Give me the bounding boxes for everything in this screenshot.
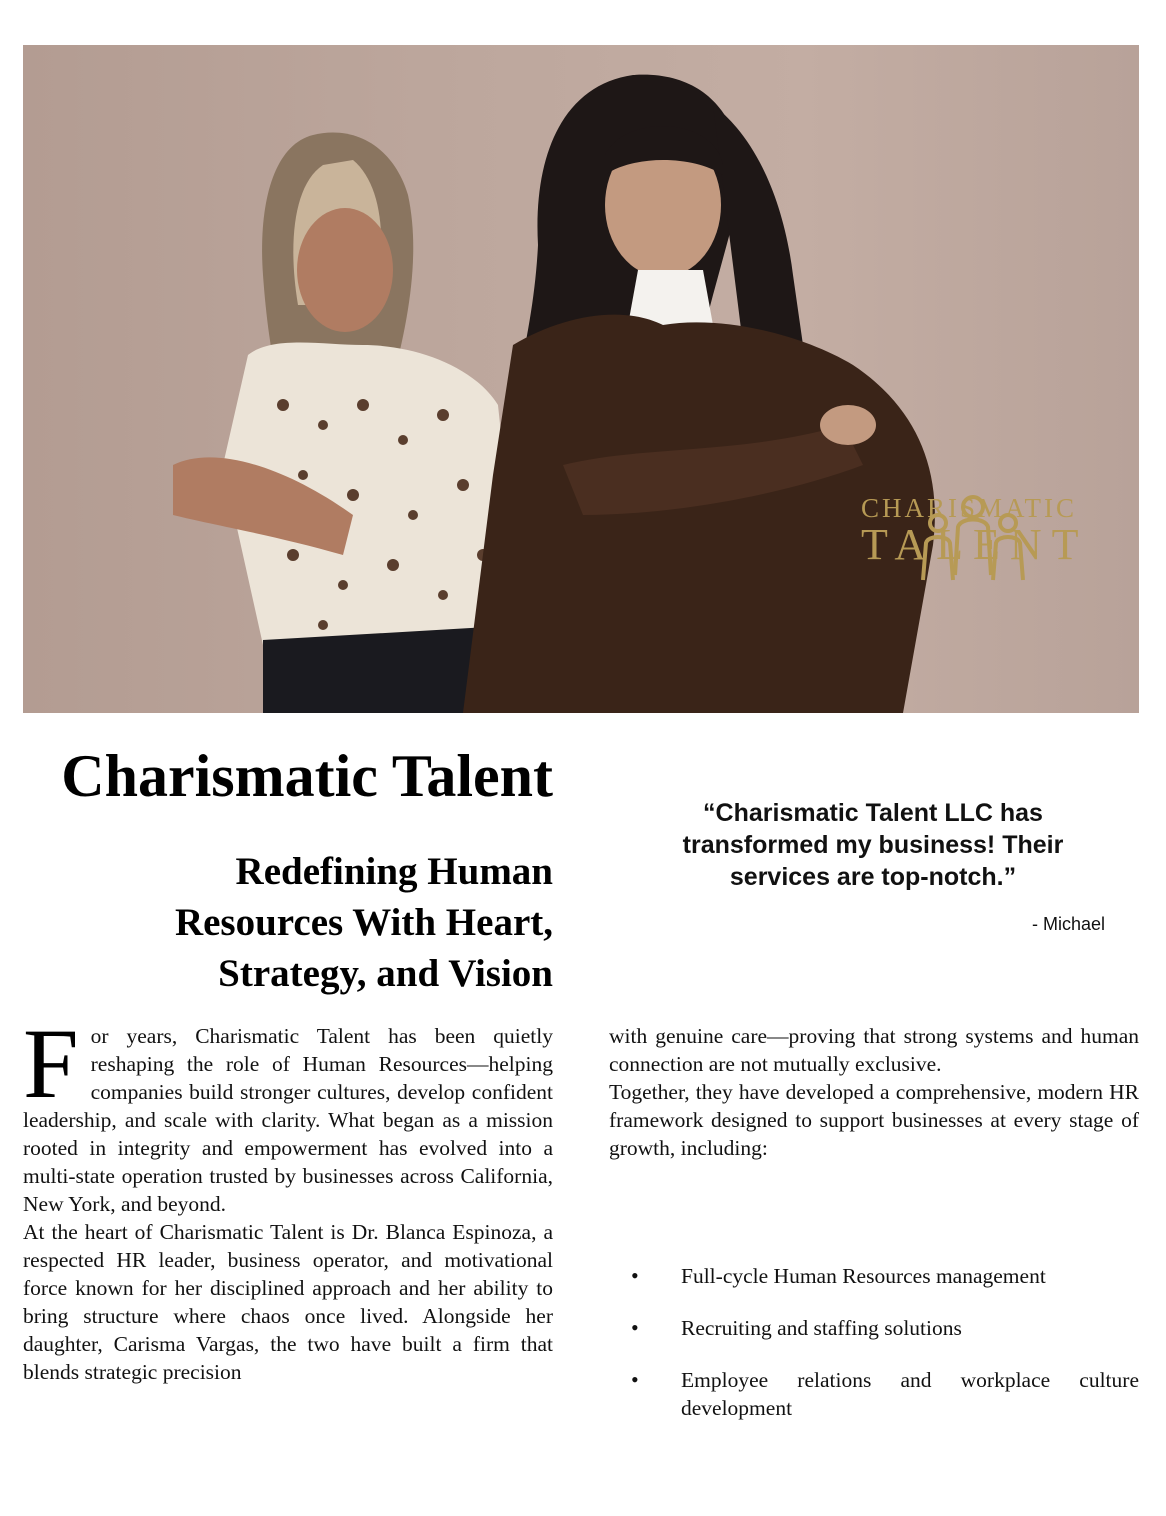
paragraph-continuation: with genuine care—proving that strong systems and human connection are not mutually exclusive. [609, 1024, 1139, 1076]
bullet-icon: • [631, 1263, 639, 1288]
testimonial-author: - Michael [1031, 914, 1105, 934]
brand-logo [861, 493, 1089, 569]
logo-line-2: TALENT [861, 520, 1089, 569]
list-item-text: Employee relations and workplace culture development [681, 1368, 1139, 1420]
article-column-left [23, 1008, 553, 1386]
paragraph-framework: Together, they have developed a comprehensive, modern HR framework designed to support businesses at every stage of growth, including: [609, 1080, 1139, 1160]
page-subtitle: Redefining Human Resources With Heart, Strategy, and Vision [174, 850, 553, 995]
list-item [609, 1262, 1139, 1290]
hero-photo [23, 45, 1139, 713]
paragraph-intro-text: or years, Charismatic Talent has been quietly reshaping the role of Human Resources—helping companies build stronger cultures, develop confident leadership, and scale with clarity. What began as a mission rooted in integrity and empowerment has evolved into a multi-state operation trusted by businesses across California, New York, and beyond. [23, 1024, 553, 1216]
article-column-right [609, 1022, 1139, 1162]
page-title: Charismatic Talent [61, 743, 553, 809]
testimonial-quote: “Charismatic Talent LLC has transformed my business! Their services are top-notch.” [682, 799, 1064, 891]
services-list [609, 1262, 1139, 1446]
paragraph-founders: At the heart of Charismatic Talent is Dr. Blanca Espinoza, a respected HR leader, business operator, and motivational force known for her disciplined approach and her ability to bring structure where chaos once lived. Alongside her daughter, Carisma Vargas, the two have built a firm that blends strategic precision [23, 1220, 553, 1384]
list-item-text: Recruiting and staffing solutions [681, 1316, 962, 1340]
drop-cap: F [23, 1008, 79, 1119]
list-item [609, 1314, 1139, 1342]
logo-line-1: CHARISMATIC [861, 493, 1078, 523]
bullet-icon: • [631, 1367, 639, 1392]
bullet-icon: • [631, 1315, 639, 1340]
paragraph-intro [23, 1008, 553, 1218]
hero-illustration [23, 45, 1139, 713]
list-item-text: Full-cycle Human Resources management [681, 1264, 1046, 1288]
list-item [609, 1366, 1139, 1422]
